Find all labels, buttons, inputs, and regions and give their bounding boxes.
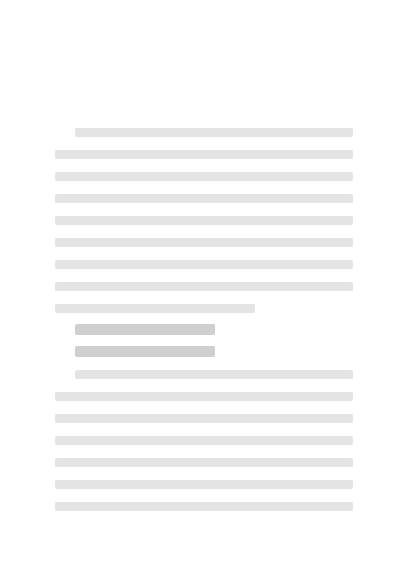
text-line [75,128,353,137]
text-line [75,370,353,379]
text-line [55,414,353,423]
text-line [55,238,353,247]
text-line [55,458,353,467]
header-note [0,26,408,36]
section-heading [75,324,215,335]
text-line [55,216,353,225]
text-line [55,392,353,401]
footer-note [0,532,408,544]
text-line [55,150,353,159]
text-line [55,260,353,269]
text-line [55,436,353,445]
text-line [55,282,353,291]
text-line [55,480,353,489]
text-line [55,172,353,181]
text-line [55,502,353,511]
subsection-heading [75,346,215,357]
document-title [0,82,408,104]
text-line [55,194,353,203]
text-line [55,304,255,313]
